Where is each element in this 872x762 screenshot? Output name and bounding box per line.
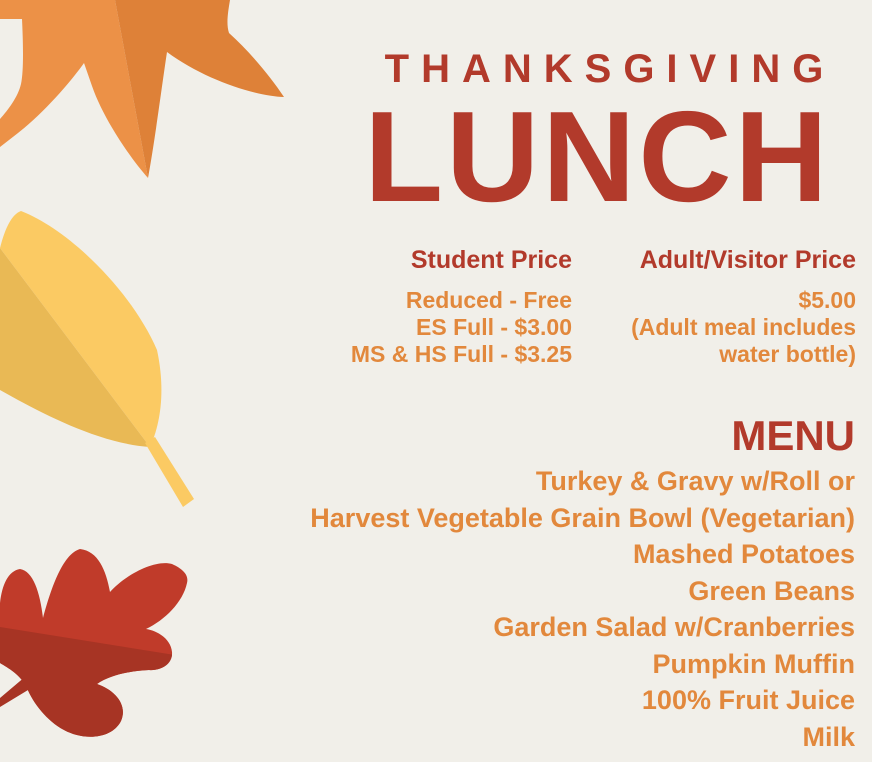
menu-heading: MENU: [731, 412, 855, 459]
menu-item: Mashed Potatoes: [632, 539, 855, 569]
autumn-leaf-stem: [145, 437, 194, 507]
student-price-line: MS & HS Full - $3.25: [350, 341, 572, 367]
menu-item: Turkey & Gravy w/Roll or: [535, 466, 855, 496]
oak-leaf-icon: [0, 549, 200, 762]
oak-leaf-stem: [0, 676, 33, 707]
student-price-heading: Student Price: [410, 246, 572, 274]
menu-item: Garden Salad w/Cranberries: [493, 612, 855, 642]
menu-section: [310, 413, 855, 755]
adult-price-heading: Adult/Visitor Price: [639, 246, 856, 274]
student-price-block: [351, 245, 572, 368]
menu-item: Pumpkin Muffin: [652, 648, 855, 679]
maple-leaf-icon: [0, 0, 284, 178]
title-kicker: THANKSGIVING: [384, 47, 836, 91]
menu-item: 100% Fruit Juice: [641, 685, 855, 715]
student-price-line: ES Full - $3.00: [416, 314, 572, 340]
page-title: LUNCH: [364, 85, 831, 229]
menu-item: Green Beans: [688, 575, 855, 606]
menu-item: Harvest Vegetable Grain Bowl (Vegetarian): [310, 502, 855, 533]
adult-price-line: water bottle): [719, 341, 856, 367]
menu-item: Milk: [802, 721, 855, 752]
adult-price-line: $5.00: [798, 287, 856, 313]
autumn-leaf-icon: [0, 211, 194, 507]
adult-price-line: (Adult meal includes: [631, 314, 856, 340]
student-price-line: Reduced - Free: [405, 287, 572, 313]
adult-price-block: [631, 245, 856, 368]
